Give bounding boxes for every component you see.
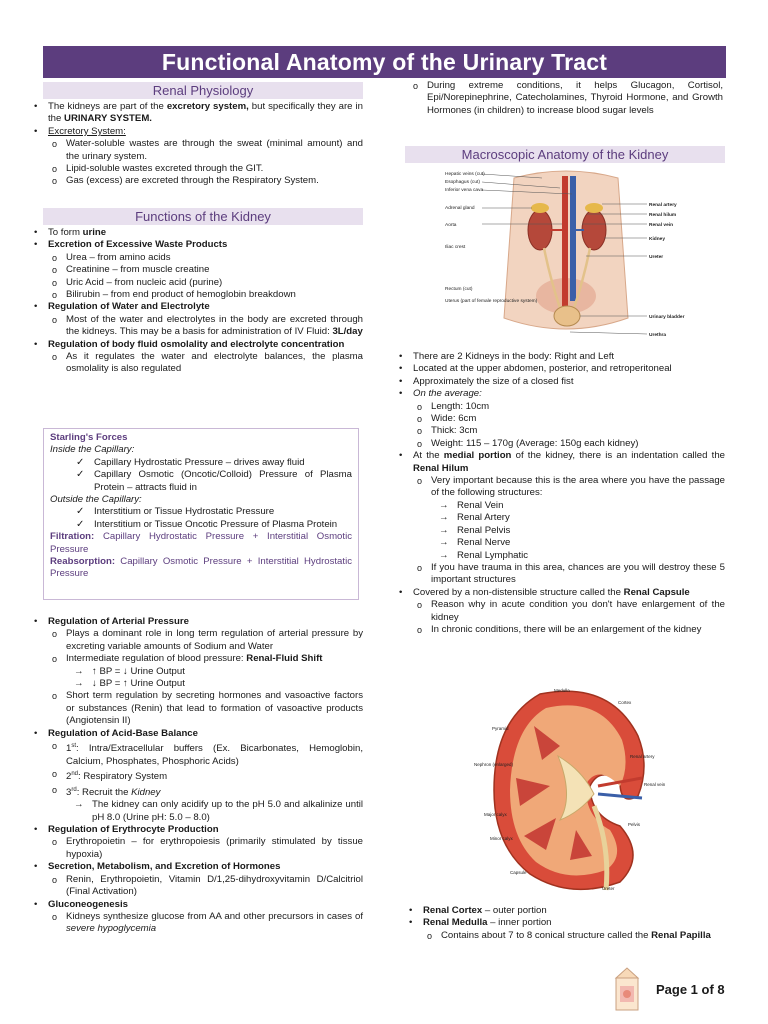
list-item: o Intermediate regulation of blood pressure: Renal-Fluid Shift → ↑ BP = ↓ Urine Output → ↓ BP = ↑ Urine Output: [30, 653, 363, 690]
fig2-label: Nephron (enlarged): [474, 762, 514, 767]
list-item: • Gluconeogenesis o Kidneys synthesize glucose from AA and other precursors in cases of severe hypoglycemia: [30, 899, 363, 936]
right-top-text: [405, 80, 723, 117]
fig1-label: Renal vein: [649, 223, 673, 228]
list-item: • Excretory System: o Water-soluble wastes are through the sweat (minimal amount) and the urinary system. o Lipid-soluble wastes excreted through the GIT. o Gas (excess) are excreted through the Respiratory System.: [30, 126, 363, 188]
fig2-label: Cortex: [618, 700, 632, 705]
list-item: o 3rd: Recruit the Kidney → The kidney can only acidify up to the pH 5.0 and alkalinize until pH 8.0 (Urine pH: 5.0 – 8.0): [30, 784, 363, 824]
functions-section: [30, 227, 363, 376]
list-item: → Renal Pelvis: [395, 525, 725, 537]
list-item: o Weight: 115 – 170g (Average: 150g each kidney): [395, 438, 725, 450]
list-item: ✓ Capillary Hydrostatic Pressure – drives away fluid: [50, 457, 352, 469]
fig1-label: Renal artery: [649, 203, 677, 208]
list-item: o Water-soluble wastes are through the sweat (minimal amount) and the urinary system.: [30, 138, 363, 163]
fig2-label: Minor calyx: [490, 836, 513, 841]
fig1-label: Hepatic veins (cut): [445, 172, 485, 177]
fig2-label: Major calyx: [484, 812, 507, 817]
fig1-label: Iliac crest: [445, 245, 466, 250]
fig1-label: Aorta: [445, 223, 457, 228]
list-item: ✓ Interstitium or Tissue Oncotic Pressure of Plasma Protein: [50, 519, 352, 531]
list-item: o In chronic conditions, there will be an enlargement of the kidney: [395, 624, 725, 636]
list-item: • Regulation of body fluid osmolality and electrolyte concentration o As it regulates the water and electrolyte balances, the plasma osmolality is also regulated: [30, 339, 363, 376]
list-item: o Very important because this is the area where you have the passage of the following structures: → Renal Vein → Renal Artery → Renal Pelvis → Renal Nerve → Renal Lymphatic: [395, 475, 725, 562]
list-item: • Regulation of Arterial Pressure o Plays a dominant role in long term regulation of arterial pressure by excreting variable amounts of Sodium and Water o Intermediate regulation of blood pressure: Renal-Fluid Shift → ↑ BP = ↓ Urine Output → ↓ BP = ↑ Urine Output o Short term regulation by secreting hormones and vasoactive factors or substances (Renin) that lead to formation of vasoactive products (Angiotensin II): [30, 616, 363, 728]
list-item: → ↑ BP = ↓ Urine Output: [30, 666, 363, 678]
list-item: o If you have trauma in this area, chances are you will destroy these 5 important structures: [395, 562, 725, 587]
starling-title: Starling's Forces: [50, 432, 128, 443]
list-item: o Length: 10cm: [395, 401, 725, 413]
list-item: o Lipid-soluble wastes excreted through the GIT.: [30, 163, 363, 175]
list-item: o During extreme conditions, it helps Glucagon, Cortisol, Epi/Norepinephrine, Catecholamines, Thyroid Hormone, and Growth Hormones (in children) to increase blood sugar levels: [391, 80, 723, 117]
renal-physiology-header: Renal Physiology: [43, 82, 363, 99]
list-item: o As it regulates the water and electrolyte balances, the plasma osmolality is also regulated: [30, 351, 363, 376]
list-item: • Renal Cortex – outer portion: [405, 905, 725, 917]
list-item: → Renal Artery: [395, 512, 725, 524]
macroscopic-section: [395, 351, 725, 636]
fig2-label: Pyramid: [492, 726, 509, 731]
list-item: • The kidneys are part of the excretory system, but specifically they are in the URINARY SYSTEM.: [30, 101, 363, 126]
list-item: ✓ Interstitium or Tissue Hydrostatic Pressure: [50, 506, 352, 518]
fig2-label: Ureter: [602, 886, 615, 891]
outside-capillary-label: Outside the Capillary:: [50, 494, 142, 506]
list-item: o Most of the water and electrolytes in the body are excreted through the kidneys. This may be a basis for administration of IV Fluid: 3L/day: [30, 314, 363, 339]
list-item: o Contains about 7 to 8 conical structure called the Renal Papilla: [405, 930, 725, 942]
fig1-label: Inferior vena cava: [445, 188, 484, 193]
fig2-label: Renal vein: [644, 782, 666, 787]
macroscopic-header: Macroscopic Anatomy of the Kidney: [405, 146, 725, 163]
cortex-medulla-section: [405, 905, 725, 942]
fig2-label: Pelvis: [628, 822, 641, 827]
page-number: Page 1 of 8: [656, 982, 725, 997]
fig2-label: Capsule: [510, 870, 527, 875]
list-item: • Secretion, Metabolism, and Excretion of Hormones o Renin, Erythropoietin, Vitamin D/1,25-dihydroxyvitamin D/Calcitriol (Final Activation): [30, 861, 363, 898]
list-item: o Reason why in acute condition you don't have enlargement of the kidney: [395, 599, 725, 624]
list-item: o Thick: 3cm: [395, 425, 725, 437]
list-item: o Kidneys synthesize glucose from AA and other precursors in cases of severe hypoglycemia: [30, 911, 363, 936]
fig1-label: Rectum (cut): [445, 287, 473, 292]
list-item: ✓ Capillary Osmotic (Oncotic/Colloid) Pressure of Plasma Protein – attracts fluid in: [50, 469, 352, 494]
fig1-label: Urethra: [649, 333, 667, 338]
list-item: • Approximately the size of a closed fist: [395, 376, 725, 388]
inside-capillary-label: Inside the Capillary:: [50, 444, 135, 456]
list-item: • To form urine: [30, 227, 363, 239]
list-item: o Short term regulation by secreting hormones and vasoactive factors or substances (Renin) that lead to formation of vasoactive products (Angiotensin II): [30, 690, 363, 727]
list-item: • Covered by a non-distensible structure called the Renal Capsule o Reason why in acute condition you don't have enlargement of the kidney o In chronic conditions, there will be an enlargement of the kidney: [395, 587, 725, 637]
list-item: o Wide: 6cm: [395, 413, 725, 425]
fig2-label: Medulla: [554, 688, 570, 693]
list-item: o Creatinine – from muscle creatine: [30, 264, 363, 276]
fig1-label: Uterus (part of female reproductive system): [445, 299, 538, 304]
list-item: o 1st: Intra/Extracellular buffers (Ex. Bicarbonates, Hemoglobin, Calcium, Phosphates, Phosphoric Acids): [30, 740, 363, 768]
page-title: Functional Anatomy of the Urinary Tract: [43, 46, 726, 78]
list-item: • Regulation of Water and Electrolyte o Most of the water and electrolytes in the body are excreted through the kidneys. This may be a basis for administration of IV Fluid: 3L/day: [30, 301, 363, 338]
list-item: → Renal Lymphatic: [395, 550, 725, 562]
fig1-label: Ureter: [649, 255, 664, 260]
functions-header: Functions of the Kidney: [43, 208, 363, 225]
list-item: → ↓ BP = ↑ Urine Output: [30, 678, 363, 690]
list-item: → Renal Vein: [395, 500, 725, 512]
list-item: → Renal Nerve: [395, 537, 725, 549]
list-item: o Erythropoietin – for erythropoiesis (primarily stimulated by tissue hypoxia): [30, 836, 363, 861]
list-item: • Renal Medulla – inner portion o Contains about 7 to 8 conical structure called the Renal Papilla: [405, 917, 725, 942]
list-item: • Excretion of Excessive Waste Products o Urea – from amino acids o Creatinine – from muscle creatine o Uric Acid – from nucleic acid (purine) o Bilirubin – from end product of hemoglobin breakdown: [30, 239, 363, 301]
list-item: • There are 2 Kidneys in the body: Right and Left: [395, 351, 725, 363]
fig1-label: Kidney: [649, 237, 665, 242]
list-item: o Bilirubin – from end product of hemoglobin breakdown: [30, 289, 363, 301]
list-item: → The kidney can only acidify up to the pH 5.0 and alkalinize until pH 8.0 (Urine pH: 5.0 – 8.0): [30, 799, 363, 824]
list-item: • On the average: o Length: 10cm o Wide: 6cm o Thick: 3cm o Weight: 115 – 170g (Average: 150g each kidney): [395, 388, 725, 450]
fig1-label: Renal hilum: [649, 213, 677, 218]
list-item: o 2nd: Respiratory System: [30, 768, 363, 784]
fig1-label: Esophagus (cut): [445, 180, 480, 185]
filtration-formula: Filtration: Capillary Hydrostatic Pressure + Interstitial Osmotic Pressure: [50, 531, 352, 555]
list-item: • Regulation of Erythrocyte Production o Erythropoietin – for erythropoiesis (primarily stimulated by tissue hypoxia): [30, 824, 363, 861]
list-item: o Plays a dominant role in long term regulation of arterial pressure by excreting variable amounts of Sodium and Water: [30, 628, 363, 653]
list-item: o Gas (excess) are excreted through the Respiratory System.: [30, 175, 363, 187]
list-item: • At the medial portion of the kidney, there is an indentation called the Renal Hilum o Very important because this is the area where you have the passage of the following structures: → Renal Vein → Renal Artery → Renal Pelvis → Renal Nerve → Renal Lymphatic o If you have trauma in this area, chances are you will destroy these 5 important structures: [395, 450, 725, 586]
renal-physiology-section: [30, 101, 363, 188]
list-item: o Renin, Erythropoietin, Vitamin D/1,25-dihydroxyvitamin D/Calcitriol (Final Activation): [30, 874, 363, 899]
kidney-cross-section-figure: [470, 686, 666, 894]
fig2-label: Renal artery: [630, 754, 655, 759]
list-item: • Located at the upper abdomen, posterior, and retroperitoneal: [395, 363, 725, 375]
reabsorption-formula: Reabsorption: Capillary Osmotic Pressure + Interstitial Hydrostatic Pressure: [50, 556, 352, 580]
list-item: o Uric Acid – from nucleic acid (purine): [30, 277, 363, 289]
fig1-label: Urinary bladder: [649, 315, 685, 320]
milk-carton-icon: [608, 966, 646, 1012]
list-item: • Regulation of Acid-Base Balance o 1st: Intra/Extracellular buffers (Ex. Bicarbonates, Hemoglobin, Calcium, Phosphates, Phosphoric Acids) o 2nd: Respiratory System o 3rd: Recruit the Kidney → The kidney can only acidify up to the pH 5.0 and alkalinize until pH 8.0 (Urine pH: 5.0 – 8.0): [30, 728, 363, 824]
fig1-label: Adrenal gland: [445, 206, 475, 211]
urinary-system-figure: [442, 168, 690, 343]
starling-forces-box: [43, 428, 359, 600]
regulation-section: [30, 616, 363, 936]
list-item: o Urea – from amino acids: [30, 252, 363, 264]
